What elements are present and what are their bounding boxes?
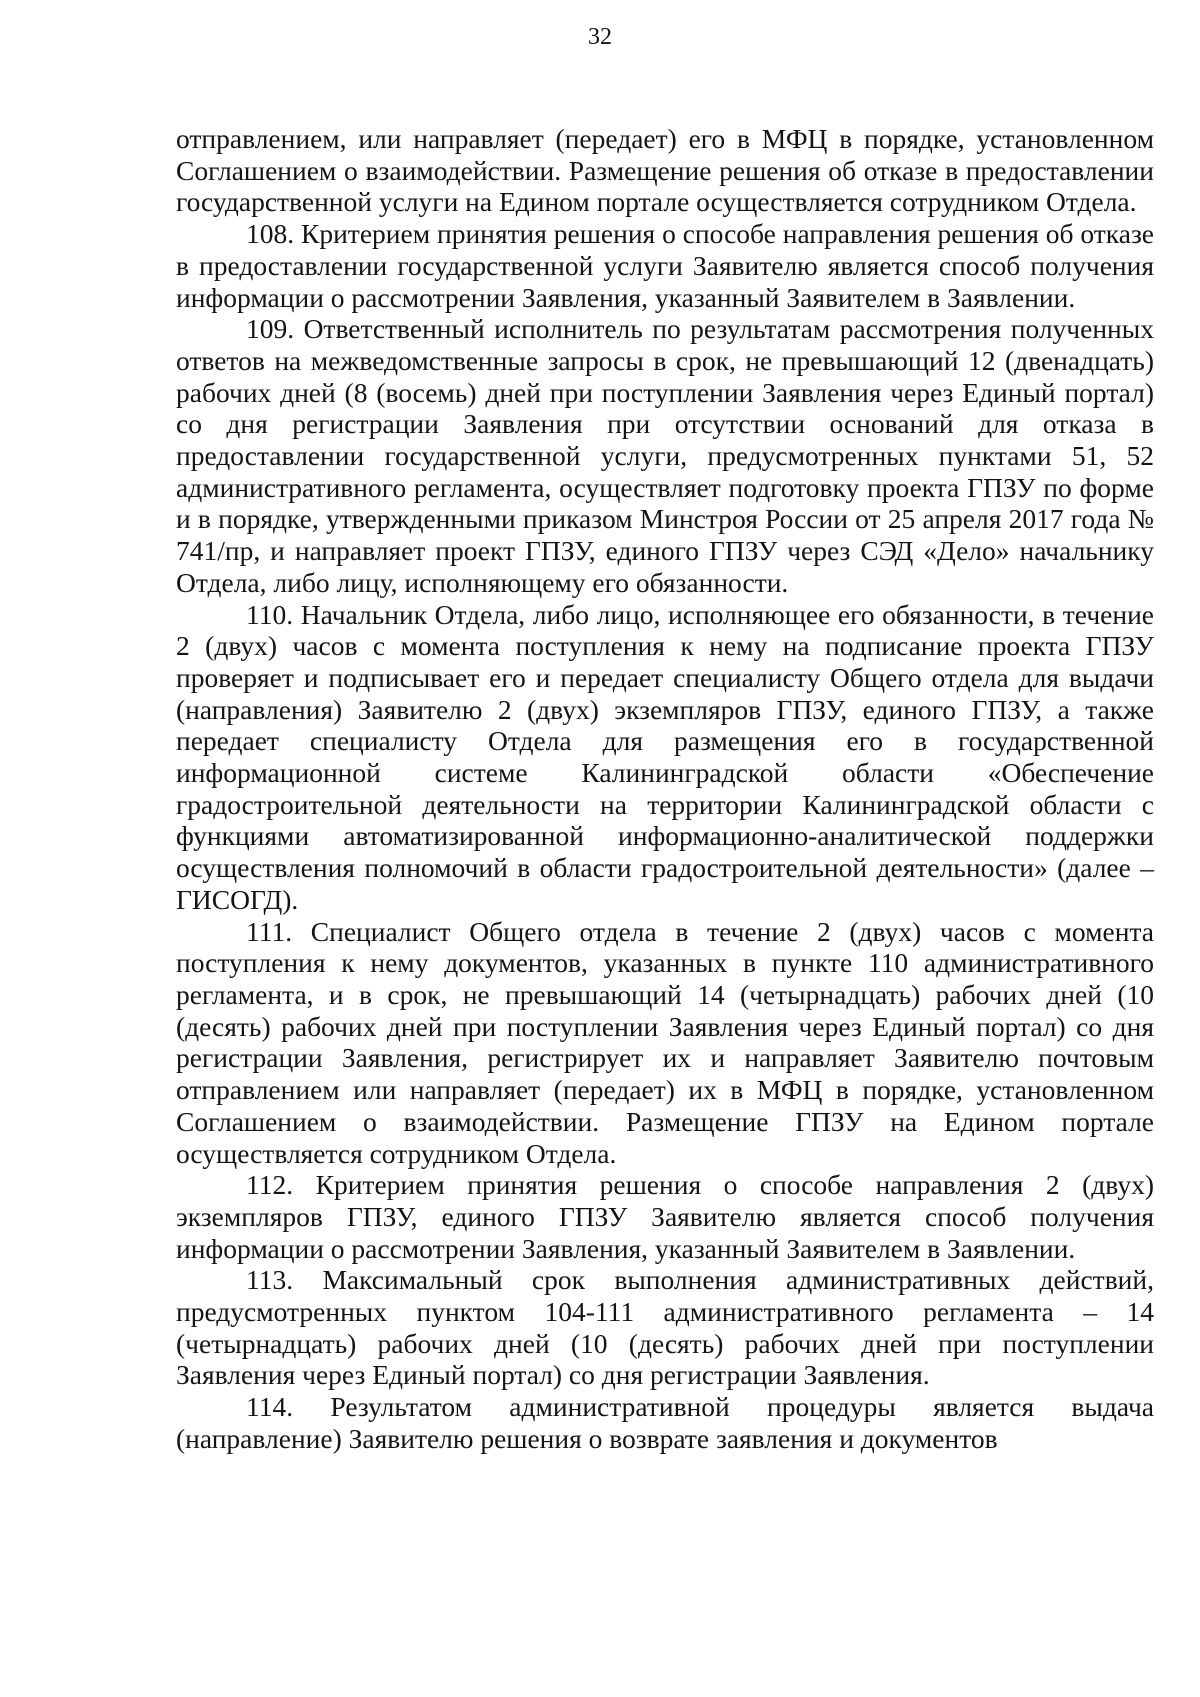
document-body: [176, 123, 1154, 1455]
paragraph-111: 111. Специалист Общего отдела в течение 2 (двух) часов с момента поступления к нему документов, указанных в пункте 110 административного регламента, и в срок, не превышающий 14 (четырнадцать) рабочих дней (10 (десять) рабочих дней при поступлении Заявления через Единый портал) со дня регистрации Заявления, регистрирует их и направляет Заявителю почтовым отправлением или направляет (передает) их в МФЦ в порядке, установленном Соглашением о взаимодействии. Размещение ГПЗУ на Едином портале осуществляется сотрудником Отдела.: [176, 915, 1154, 1169]
page-number: 32: [588, 24, 612, 50]
paragraph-113: 113. Максимальный срок выполнения административных действий, предусмотренных пунктом 104-111 административного регламента – 14 (четырнадцать) рабочих дней (10 (десять) рабочих дней при поступлении Заявления через Единый портал) со дня регистрации Заявления.: [176, 1264, 1154, 1391]
paragraph-108: 108. Критерием принятия решения о способе направления решения об отказе в предоставлении государственной услуги Заявителю является способ получения информации о рассмотрении Заявления, указанный Заявителем в Заявлении.: [176, 218, 1155, 313]
paragraph-110: 110. Начальник Отдела, либо лицо, исполняющее его обязанности, в течение 2 (двух) часов с момента поступления к нему на подписание проекта ГПЗУ проверяет и подписывает его и передает специалисту Общего отдела для выдачи (направления) Заявителю 2 (двух) экземпляров ГПЗУ, единого ГПЗУ, а также передает специалисту Отдела для размещения его в государственной информационной системе Калининградской области «Обеспечение градостроительной деятельности на территории Калининградской области с функциями автоматизированной информационно-аналитической поддержки осуществления полномочий в области градостроительной деятельности» (далее – ГИСОГД).: [176, 598, 1154, 915]
paragraph-112: 112. Критерием принятия решения о способе направления 2 (двух) экземпляров ГПЗУ, единого ГПЗУ Заявителю является способ получения информации о рассмотрении Заявления, указанный Заявителем в Заявлении.: [176, 1169, 1154, 1264]
paragraph-109: 109. Ответственный исполнитель по результатам рассмотрения полученных ответов на межведомственные запросы в срок, не превышающий 12 (двенадцать) рабочих дней (8 (восемь) дней при поступлении Заявления через Единый портал) со дня регистрации Заявления при отсутствии оснований для отказа в предоставлении государственной услуги, предусмотренных пунктами 51, 52 административного регламента, осуществляет подготовку проекта ГПЗУ по форме и в порядке, утвержденными приказом Минстроя России от 25 апреля 2017 года № 741/пр, и направляет проект ГПЗУ, единого ГПЗУ через СЭД «Дело» начальнику Отдела, либо лицу, исполняющему его обязанности.: [176, 313, 1154, 598]
paragraph-114: 114. Результатом административной процедуры является выдача (направление) Заявителю решения о возврате заявления и документов: [176, 1391, 1154, 1454]
paragraph-continuation: отправлением, или направляет (передает) его в МФЦ в порядке, установленном Соглашением о взаимодействии. Размещение решения об отказе в предоставлении государственной услуги на Едином портале осуществляется сотрудником Отдела.: [176, 123, 1154, 218]
